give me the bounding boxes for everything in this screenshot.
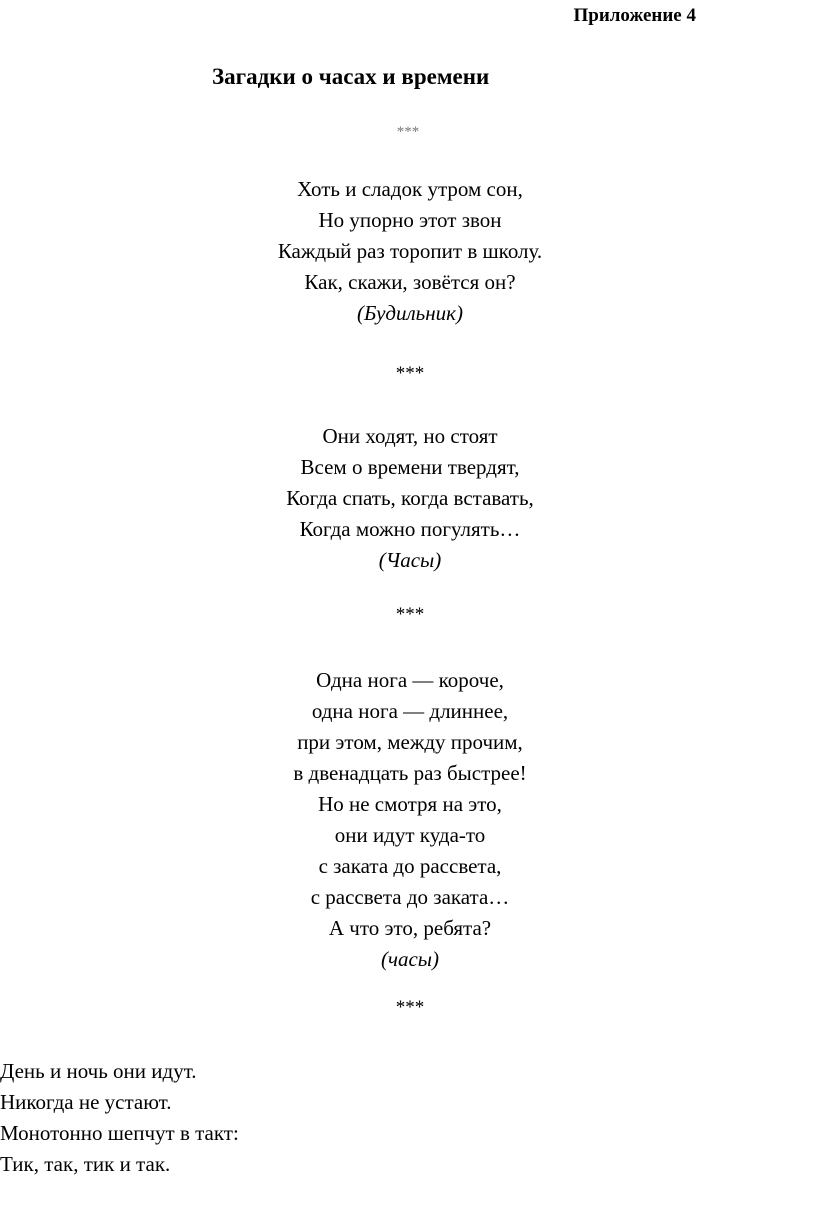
riddle-line: Но упорно этот звон [318,208,502,232]
riddle-answer: (Часы) [378,548,442,572]
riddle-line: они идут куда-то [334,823,486,847]
appendix-label: Приложение 4 [573,5,696,26]
riddle-line: Одна нога — короче, [316,668,504,692]
riddle-line: Монотонно шепчут в такт: [0,1121,239,1145]
riddle-line: А что это, ребята? [328,916,492,940]
riddle-4 [0,1056,239,1180]
riddle-line: Никогда не устают. [0,1090,172,1114]
separator: *** [395,604,425,625]
riddle-3 [0,665,816,975]
riddle-line: с рассвета до заката… [310,885,510,909]
riddle-line: с заката до рассвета, [318,854,502,878]
riddle-answer: (часы) [380,947,440,971]
page-title: Загадки о часах и времени [212,64,490,89]
separator: *** [395,363,425,384]
separator-small: *** [396,124,420,140]
riddle-line: Тик, так, тик и так. [0,1152,171,1176]
riddle-line: Когда спать, когда вставать, [286,486,534,510]
riddle-line: Как, скажи, зовётся он? [304,270,516,294]
riddle-line: Но не смотря на это, [318,792,502,816]
riddle-1 [0,174,816,329]
riddle-line: Хоть и сладок утром сон, [297,177,523,201]
riddle-line: День и ночь они идут. [0,1059,197,1083]
riddle-line: Когда можно погулять… [299,517,521,541]
riddle-line: при этом, между прочим, [297,730,523,754]
separator: *** [395,997,425,1018]
riddle-line: Всем о времени твердят, [300,455,520,479]
riddle-answer: (Будильник) [357,301,463,325]
riddle-2 [0,421,816,576]
riddle-line: Они ходят, но стоят [322,424,498,448]
riddle-line: в двенадцать раз быстрее! [293,761,527,785]
riddle-line: Каждый раз торопит в школу. [277,239,543,263]
riddle-line: одна нога — длиннее, [311,699,509,723]
